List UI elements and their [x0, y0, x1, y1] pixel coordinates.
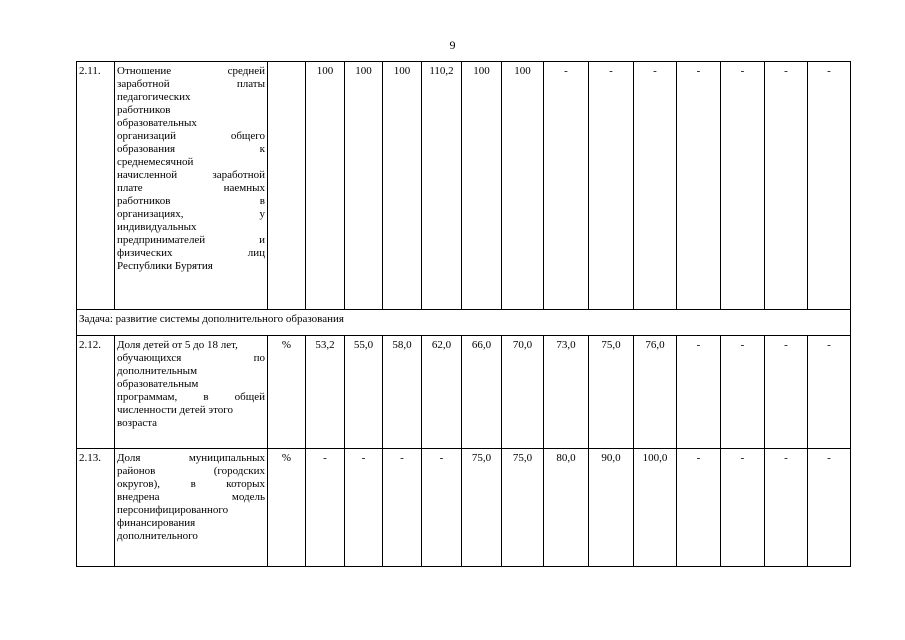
table-row [77, 449, 851, 567]
value-cell: 73,0 [544, 336, 589, 449]
value-cell: 75,0 [502, 449, 544, 567]
description-word: округов), [117, 478, 161, 490]
description-word: у [259, 208, 265, 220]
description-word: которых [226, 478, 265, 490]
row-number: 2.12. [77, 336, 115, 449]
description-word: средней [227, 65, 265, 77]
value-cell: 100,0 [634, 449, 677, 567]
value-cell: 76,0 [634, 336, 677, 449]
table-row [77, 336, 851, 449]
value-cell: 55,0 [345, 336, 383, 449]
description-word: плате [117, 182, 143, 194]
indicator-description: Отношение средней заработной платы педагогических работников образовательных организаций общего образования к среднемесячной начисленной заработной плате наемных работников в организациях, у индивидуальных предпринимателей и физических лиц Республики Бурятия [115, 62, 268, 310]
description-word: начисленной [117, 169, 178, 181]
value-cell: 90,0 [589, 449, 634, 567]
indicators-table [76, 61, 851, 567]
value-cell: - [383, 449, 422, 567]
value-cell: - [721, 336, 765, 449]
value-cell: 75,0 [589, 336, 634, 449]
description-word: предпринимателей [117, 234, 206, 246]
value-cell: - [634, 62, 677, 310]
value-cell: - [422, 449, 462, 567]
row-number: 2.13. [77, 449, 115, 567]
value-cell: 70,0 [502, 336, 544, 449]
task-row [77, 310, 851, 336]
description-word: по [253, 352, 265, 364]
value-cell: - [765, 62, 808, 310]
description-word: наемных [223, 182, 265, 194]
description-word: к [259, 143, 265, 155]
value-cell: 53,2 [306, 336, 345, 449]
value-cell: 75,0 [462, 449, 502, 567]
value-cell: 58,0 [383, 336, 422, 449]
description-word: программам, [117, 391, 178, 403]
value-cell: - [721, 449, 765, 567]
value-cell: - [808, 62, 851, 310]
description-word: модель [231, 491, 265, 503]
value-cell: - [589, 62, 634, 310]
value-cell: - [306, 449, 345, 567]
value-cell: - [677, 62, 721, 310]
description-word: общего [230, 130, 265, 142]
description-word: образования [117, 143, 176, 155]
description-word: в [203, 391, 209, 403]
value-cell: - [765, 336, 808, 449]
page-number: 9 [449, 38, 456, 52]
value-cell: 100 [462, 62, 502, 310]
description-word: физических [117, 247, 173, 259]
unit-cell: % [268, 449, 306, 567]
description-word: заработной [117, 78, 170, 90]
description-word: работников [117, 195, 171, 207]
description-word: муниципальных [188, 452, 265, 464]
description-word: и [259, 234, 265, 246]
description-word: в [259, 195, 265, 207]
value-cell: 100 [502, 62, 544, 310]
value-cell: - [765, 449, 808, 567]
description-word: внедрена [117, 491, 160, 503]
description-word: организациях, [117, 208, 184, 220]
description-word: общей [234, 391, 265, 403]
row-number: 2.11. [77, 62, 115, 310]
value-cell: 80,0 [544, 449, 589, 567]
description-word: Доля [117, 452, 141, 464]
value-cell: 66,0 [462, 336, 502, 449]
description-word: (городских [213, 465, 265, 477]
unit-cell: % [268, 336, 306, 449]
value-cell: 62,0 [422, 336, 462, 449]
value-cell: - [808, 449, 851, 567]
indicator-description: Доля муниципальных районов (городских округов), в которых внедрена модель персонифицированного финансирования дополнительного [115, 449, 268, 567]
description-word: лиц [247, 247, 265, 259]
value-cell: - [544, 62, 589, 310]
description-word: заработной [212, 169, 265, 181]
description-word: обучающихся [117, 352, 182, 364]
value-cell: 100 [345, 62, 383, 310]
value-cell: - [808, 336, 851, 449]
value-cell: - [677, 336, 721, 449]
description-word: районов [117, 465, 156, 477]
value-cell: 100 [306, 62, 345, 310]
task-heading: Задача: развитие системы дополнительного образования [77, 310, 851, 336]
unit-cell [268, 62, 306, 310]
value-cell: 110,2 [422, 62, 462, 310]
value-cell: 100 [383, 62, 422, 310]
value-cell: - [721, 62, 765, 310]
value-cell: - [345, 449, 383, 567]
description-word: в [190, 478, 196, 490]
description-word: Отношение [117, 65, 172, 77]
description-word: организаций [117, 130, 177, 142]
table-row [77, 62, 851, 310]
indicator-description: Доля детей от 5 до 18 лет, обучающихся по дополнительным образовательным программам, в общей численности детей этого возраста [115, 336, 268, 449]
value-cell: - [677, 449, 721, 567]
description-word: платы [236, 78, 265, 90]
